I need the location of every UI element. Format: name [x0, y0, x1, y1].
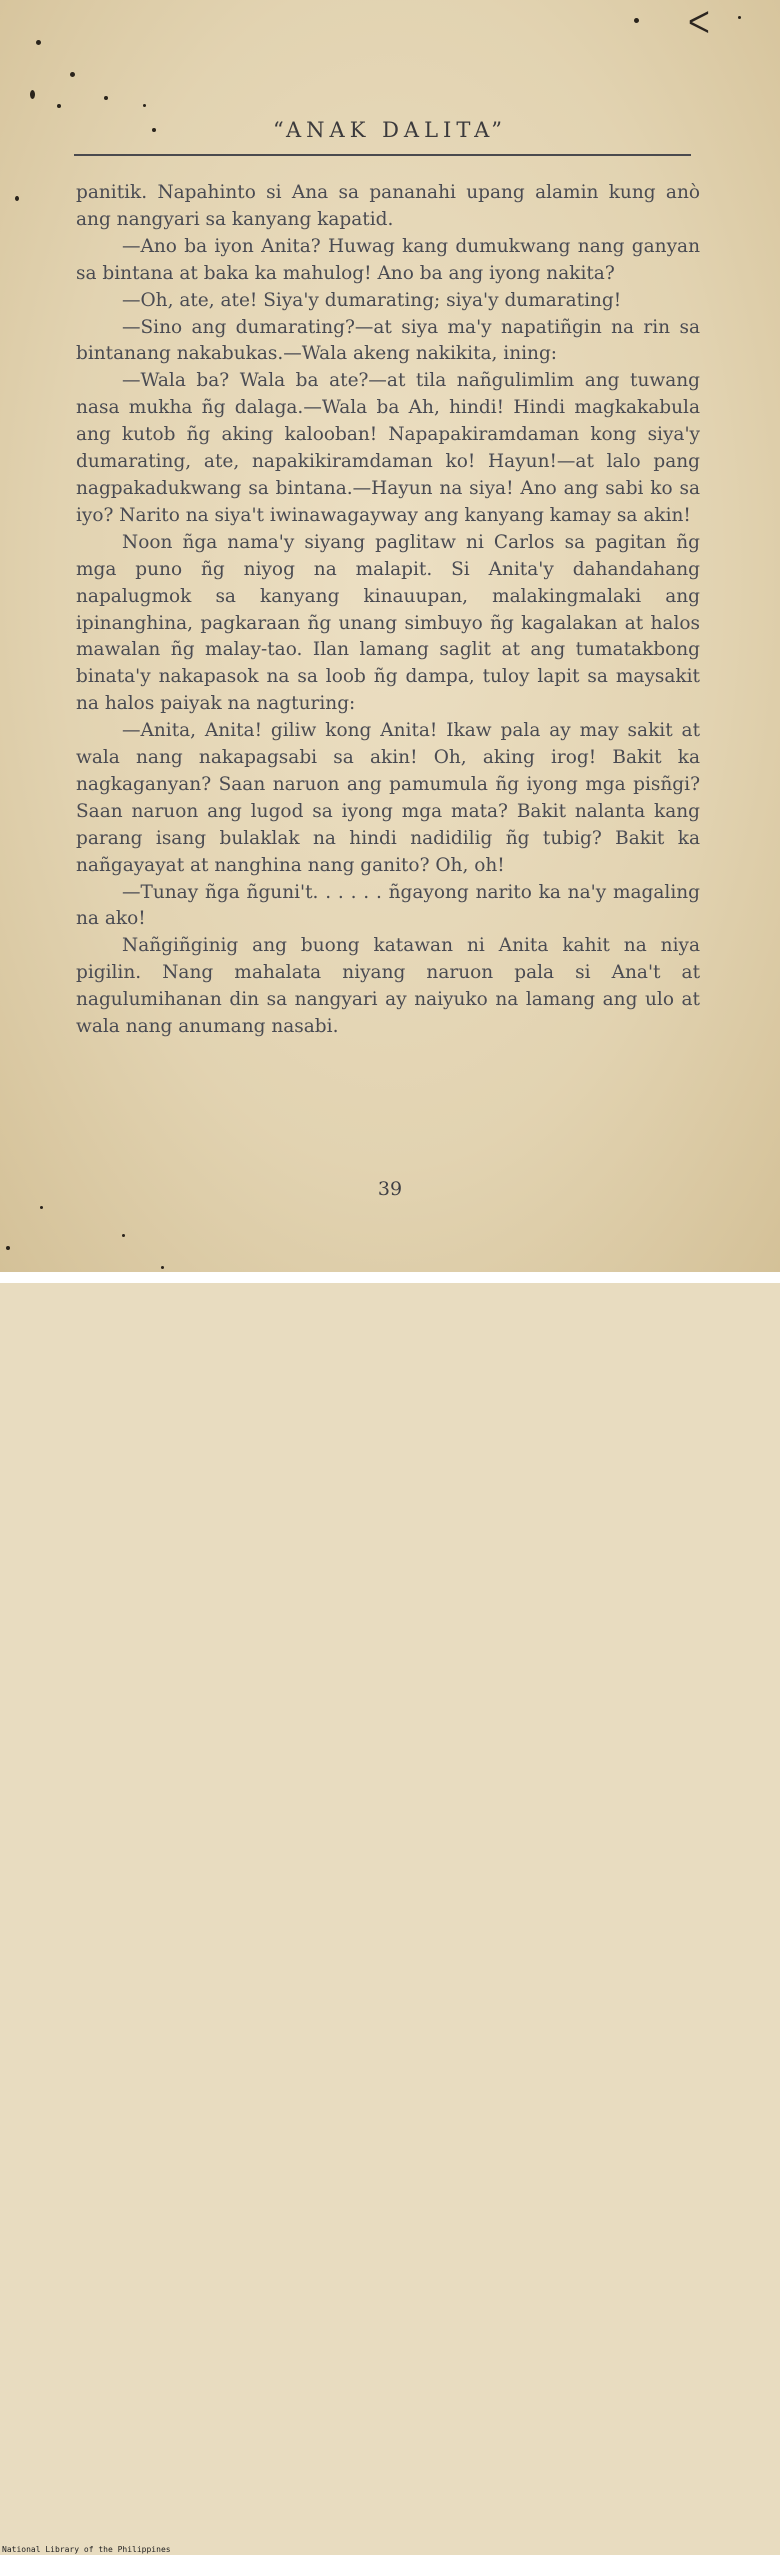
corner-mark: ᐸ [688, 6, 710, 41]
paragraph: —Oh, ate, ate! Siya'y dumarating; siya'y dumarating! [122, 289, 622, 311]
credit-line: National Library of the Philippines [2, 2545, 171, 2554]
ink-speck [104, 96, 108, 100]
ink-speck [36, 40, 41, 45]
paragraph: —Sino ang dumarating?—at siya ma'y napatiñgin na rin sa bintanang nakabukas.—Wala akeng nakikita, ining: [76, 316, 700, 365]
paragraph: —Wala ba? Wala ba ate?—at tila nañgulimlim ang tuwang nasa mukha ñg dalaga.—Wala ba Ah, hindi! Hindi magkakabula ang kutob ñg aking kalooban! Napapakiramdaman kong siya'y dumarating, ate, napakikiramdaman ko! Hayun!—at lalo pang nagpakadukwang sa bintana.—Hayun na siya! Ano ang sabi ko sa iyo? Narito na siya't iwinawagayway ang kanyang kamay sa akin! [76, 370, 700, 526]
ink-speck [15, 196, 19, 201]
ink-speck [40, 1206, 43, 1209]
paragraph: —Ano ba iyon Anita? Huwag kang dumukwang nang ganyan sa bintana at baka ka mahulog! Ano ba ang iyong nakita? [76, 235, 700, 284]
ink-speck [57, 104, 61, 108]
scanned-page [0, 0, 780, 1272]
ink-speck [634, 18, 639, 23]
ink-speck [30, 90, 35, 99]
running-head: “ANAK DALITA” [272, 118, 507, 142]
page-number: 39 [377, 1178, 403, 1200]
paragraph: panitik. Napahinto si Ana sa pananahi upang alamin kung anò ang nangyari sa kanyang kapatid. [76, 182, 700, 230]
body-text [76, 180, 700, 1041]
ink-speck [161, 1266, 164, 1269]
ink-speck [6, 1246, 10, 1250]
credit-strip [0, 1272, 780, 2554]
ink-speck [70, 72, 75, 77]
paragraph: Noon ñga nama'y siyang paglitaw ni Carlos sa pagitan ñg mga puno ñg niyog na malapit. Si Anita'y dahandahang napalugmok sa kanyang kinauupan, malakingmalaki ang ipinanghina, pagkaraan ñg unang simbuyo ñg kagalakan at halos mawalan ñg malay-tao. Ilan lamang saglit at ang tumatakbong binata'y nakapasok na sa loob ñg dampa, tuloy lapit sa maysakit na halos paiyak na nagturing: [76, 531, 700, 715]
paragraph: —Anita, Anita! giliw kong Anita! Ikaw pala ay may sakit at wala nang nakapagsabi sa akin! Oh, aking irog! Bakit ka nagkaganyan? Saan naruon ang pamumula ñg iyong mga pisñgi?Saan naruon ang lugod sa iyong mga mata? Bakit nalanta kang parang isang bulaklak na hindi nadidilig ñg tubig? Bakit ka nañgayayat at nanghina nang ganito? Oh, oh! [76, 720, 700, 876]
paragraph: Nañgiñginig ang buong katawan ni Anita kahit na niya pigilin. Nang mahalata niyang naruon pala si Ana't at nagulumihanan din sa nangyari ay naiyuko na lamang ang ulo at wala nang anumang nasabi. [76, 935, 700, 1038]
head-rule [74, 154, 691, 156]
ink-speck [738, 16, 741, 19]
ink-speck [122, 1234, 125, 1237]
paragraph: —Tunay ñga ñguni't. . . . . . ñgayong narito ka na'y magaling na ako! [76, 881, 700, 930]
ink-speck [143, 104, 146, 107]
